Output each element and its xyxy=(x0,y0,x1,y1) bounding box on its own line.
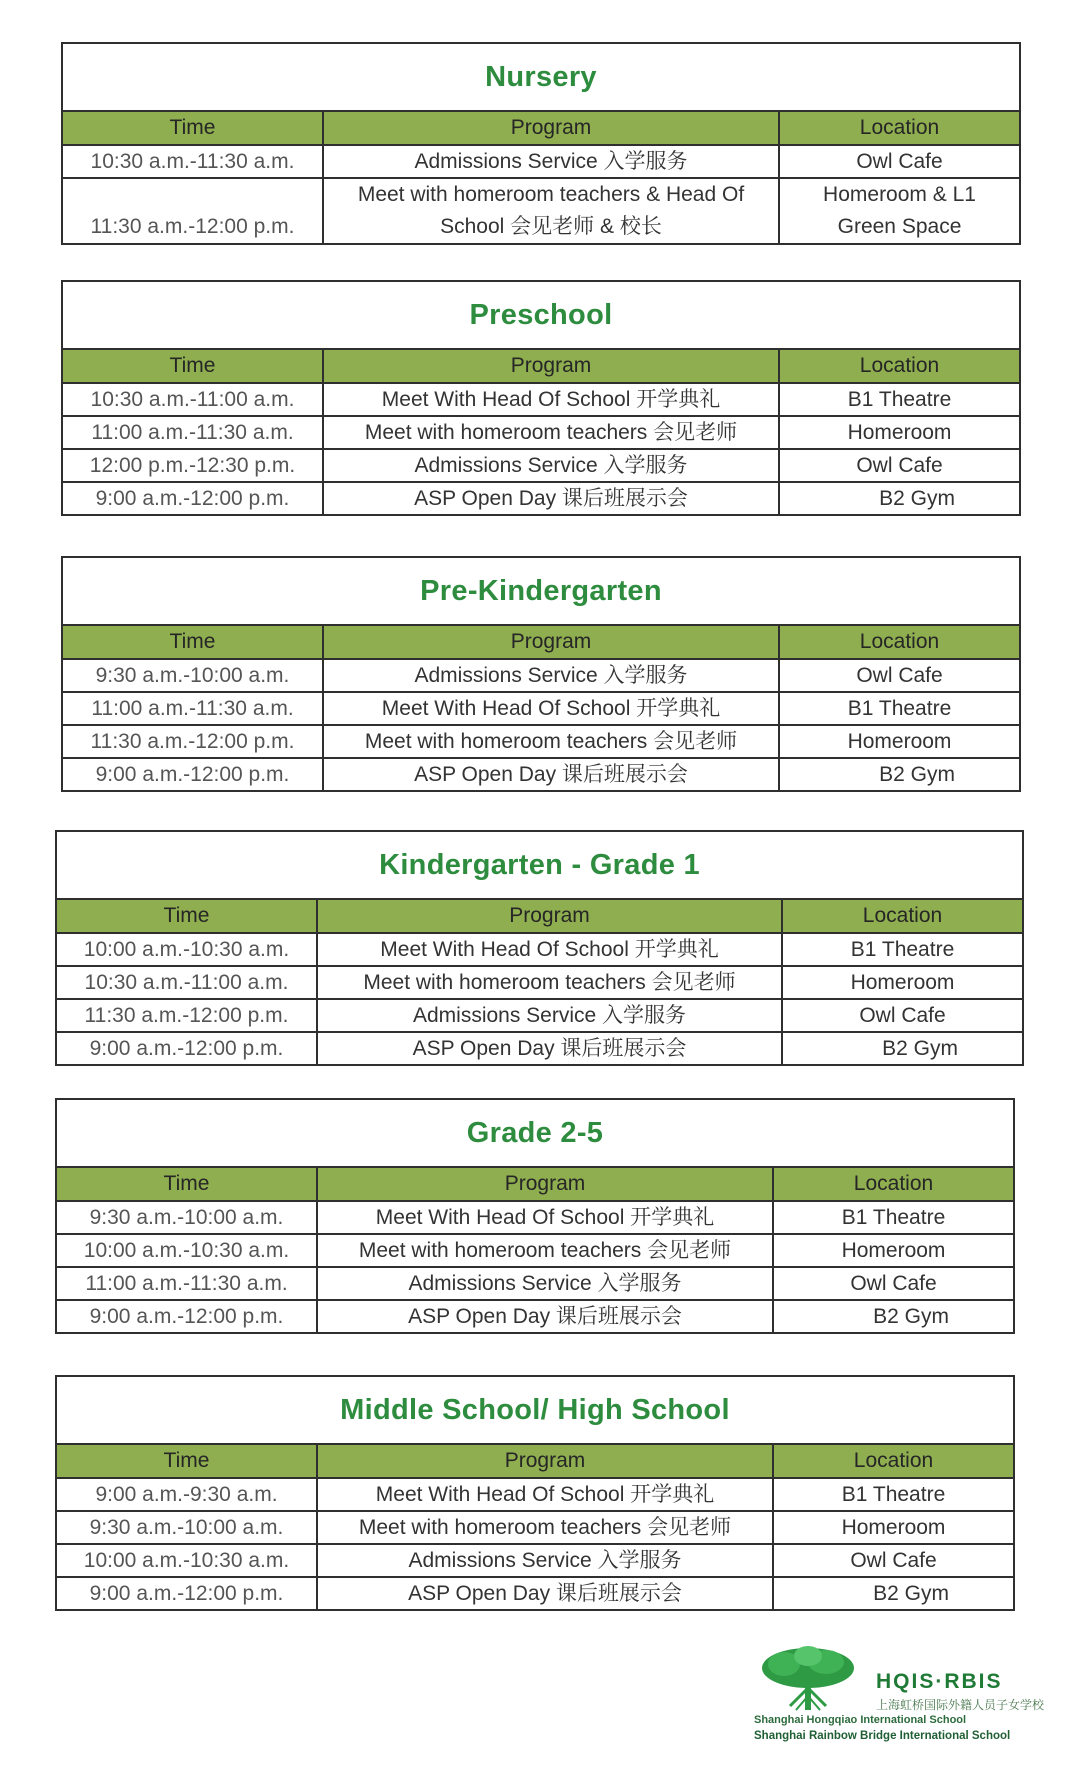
time-header: Time xyxy=(57,900,317,933)
logo-chinese-name: 上海虹桥国际外籍人员子女学校 xyxy=(876,1698,1045,1712)
table-row xyxy=(57,1032,1022,1064)
program-cell: Meet With Head Of School 开学典礼 xyxy=(317,1201,773,1234)
program-header: Program xyxy=(317,1168,773,1201)
header-row xyxy=(63,350,1019,383)
table-row xyxy=(57,1234,1013,1267)
location-cell: B2 Gym xyxy=(879,487,955,510)
program-header: Program xyxy=(323,350,779,383)
time-cell: 9:00 a.m.-9:30 a.m. xyxy=(57,1478,317,1511)
location-cell: B1 Theatre xyxy=(779,383,1019,416)
time-cell: 11:00 a.m.-11:30 a.m. xyxy=(63,416,323,449)
location-cell: B2 Gym xyxy=(873,1305,949,1328)
location-cell: B2 Gym xyxy=(882,1037,958,1060)
program-cell: Meet with homeroom teachers 会见老师 xyxy=(323,416,779,449)
time-cell: 9:00 a.m.-12:00 p.m. xyxy=(57,1032,317,1064)
table-row xyxy=(57,1201,1013,1234)
header-row xyxy=(63,112,1019,145)
program-cell: ASP Open Day 课后班展示会 xyxy=(323,482,779,514)
time-cell: 10:00 a.m.-10:30 a.m. xyxy=(57,1234,317,1267)
time-cell: 11:30 a.m.-12:00 p.m. xyxy=(63,178,323,243)
kindergarten-grade1-schedule xyxy=(55,830,1024,1066)
table-row xyxy=(57,999,1022,1032)
table-row xyxy=(63,659,1019,692)
time-cell: 10:00 a.m.-10:30 a.m. xyxy=(57,1544,317,1577)
section-title: Middle School/ High School xyxy=(57,1377,1013,1445)
header-row xyxy=(63,626,1019,659)
time-cell: 12:00 p.m.-12:30 p.m. xyxy=(63,449,323,482)
section-title: Pre-Kindergarten xyxy=(63,558,1019,626)
time-cell: 9:30 a.m.-10:00 a.m. xyxy=(57,1201,317,1234)
program-line: Meet with homeroom teachers & Head Of xyxy=(357,183,745,206)
time-cell: 9:00 a.m.-12:00 p.m. xyxy=(57,1300,317,1332)
program-cell: ASP Open Day 课后班展示会 xyxy=(323,758,779,790)
program-cell: Meet with homeroom teachers 会见老师 xyxy=(317,966,782,999)
program-cell: ASP Open Day 课后班展示会 xyxy=(317,1577,773,1609)
program-header: Program xyxy=(317,900,782,933)
time-header: Time xyxy=(63,350,323,383)
table-row xyxy=(63,725,1019,758)
location-cell: B1 Theatre xyxy=(773,1201,1013,1234)
time-cell: 9:30 a.m.-10:00 a.m. xyxy=(63,659,323,692)
time-cell: 11:30 a.m.-12:00 p.m. xyxy=(57,999,317,1032)
logo-brand-text: HQIS·RBIS xyxy=(876,1670,1003,1693)
program-cell: Admissions Service 入学服务 xyxy=(323,145,779,178)
table-row xyxy=(63,145,1019,178)
program-cell: Admissions Service 入学服务 xyxy=(323,659,779,692)
table-row xyxy=(63,383,1019,416)
location-cell: Owl Cafe xyxy=(779,659,1019,692)
program-cell: Admissions Service 入学服务 xyxy=(317,999,782,1032)
time-cell: 10:00 a.m.-10:30 a.m. xyxy=(57,933,317,966)
program-cell: Meet with homeroom teachers 会见老师 xyxy=(317,1511,773,1544)
location-cell: Owl Cafe xyxy=(773,1267,1013,1300)
header-row xyxy=(57,1168,1013,1201)
time-cell: 9:30 a.m.-10:00 a.m. xyxy=(57,1511,317,1544)
program-cell: ASP Open Day 课后班展示会 xyxy=(317,1032,782,1064)
time-header: Time xyxy=(57,1445,317,1478)
location-cell: Homeroom xyxy=(773,1234,1013,1267)
table-row xyxy=(63,449,1019,482)
program-header: Program xyxy=(323,112,779,145)
section-title: Nursery xyxy=(63,44,1019,112)
logo-english-name: Shanghai Hongqiao International School xyxy=(754,1714,967,1726)
program-cell: Admissions Service 入学服务 xyxy=(317,1267,773,1300)
location-header: Location xyxy=(779,350,1019,383)
table-row xyxy=(57,1511,1013,1544)
program-header: Program xyxy=(323,626,779,659)
program-cell: Admissions Service 入学服务 xyxy=(317,1544,773,1577)
grade2-5-schedule xyxy=(55,1098,1015,1334)
section-title: Preschool xyxy=(63,282,1019,350)
program-cell: Meet With Head Of School 开学典礼 xyxy=(323,692,779,725)
table-row xyxy=(63,758,1019,790)
time-header: Time xyxy=(63,112,323,145)
location-cell: B1 Theatre xyxy=(782,933,1022,966)
location-cell: Homeroom xyxy=(779,416,1019,449)
program-cell: Meet with homeroom teachers 会见老师 xyxy=(323,725,779,758)
nursery-schedule xyxy=(61,42,1021,245)
location-cell: Owl Cafe xyxy=(779,449,1019,482)
table-row xyxy=(57,1478,1013,1511)
logo-english-name-2: Shanghai Rainbow Bridge International School xyxy=(754,1730,1011,1742)
location-cell: B1 Theatre xyxy=(773,1478,1013,1511)
table-row xyxy=(63,692,1019,725)
section-title: Kindergarten - Grade 1 xyxy=(57,832,1022,900)
location-cell: B1 Theatre xyxy=(779,692,1019,725)
program-cell: Meet with homeroom teachers 会见老师 xyxy=(317,1234,773,1267)
program-cell: ASP Open Day 课后班展示会 xyxy=(317,1300,773,1332)
section-title: Grade 2-5 xyxy=(57,1100,1013,1168)
location-cell: Owl Cafe xyxy=(779,145,1019,178)
location-cell: B2 Gym xyxy=(873,1582,949,1605)
preschool-schedule xyxy=(61,280,1021,516)
location-cell: Homeroom xyxy=(779,725,1019,758)
location-header: Location xyxy=(773,1445,1013,1478)
schedule-table xyxy=(63,626,1019,790)
schedule-table xyxy=(63,350,1019,514)
table-row xyxy=(57,1267,1013,1300)
time-cell: 10:30 a.m.-11:00 a.m. xyxy=(63,383,323,416)
table-row xyxy=(57,1544,1013,1577)
time-cell: 11:30 a.m.-12:00 p.m. xyxy=(63,725,323,758)
location-cell xyxy=(779,178,1019,243)
location-header: Location xyxy=(773,1168,1013,1201)
middle-high-school-schedule xyxy=(55,1375,1015,1611)
location-line: Green Space xyxy=(837,215,962,238)
time-cell: 9:00 a.m.-12:00 p.m. xyxy=(57,1577,317,1609)
location-cell: Homeroom xyxy=(782,966,1022,999)
table-row xyxy=(57,966,1022,999)
program-header: Program xyxy=(317,1445,773,1478)
header-row xyxy=(57,1445,1013,1478)
location-line: Homeroom & L1 xyxy=(823,183,976,206)
schedule-table xyxy=(57,1445,1013,1609)
time-header: Time xyxy=(63,626,323,659)
location-cell: Homeroom xyxy=(773,1511,1013,1544)
location-header: Location xyxy=(782,900,1022,933)
schedule-table xyxy=(57,1168,1013,1332)
time-header: Time xyxy=(57,1168,317,1201)
schedule-table xyxy=(63,112,1019,243)
time-cell: 10:30 a.m.-11:00 a.m. xyxy=(57,966,317,999)
location-cell: B2 Gym xyxy=(879,763,955,786)
schedule-table xyxy=(57,900,1022,1064)
program-cell: Admissions Service 入学服务 xyxy=(323,449,779,482)
time-cell: 10:30 a.m.-11:30 a.m. xyxy=(63,145,323,178)
school-logo xyxy=(748,1640,1048,1750)
pre-kindergarten-schedule xyxy=(61,556,1021,792)
header-row xyxy=(57,900,1022,933)
program-cell xyxy=(323,178,779,243)
time-cell: 9:00 a.m.-12:00 p.m. xyxy=(63,758,323,790)
time-cell: 9:00 a.m.-12:00 p.m. xyxy=(63,482,323,514)
tree-logo-icon xyxy=(754,1640,862,1724)
table-row xyxy=(57,933,1022,966)
program-cell: Meet With Head Of School 开学典礼 xyxy=(317,933,782,966)
table-row xyxy=(63,178,1019,243)
location-header: Location xyxy=(779,112,1019,145)
program-line: School 会见老师 & 校长 xyxy=(440,215,662,238)
table-row xyxy=(57,1577,1013,1609)
location-cell: Owl Cafe xyxy=(773,1544,1013,1577)
location-header: Location xyxy=(779,626,1019,659)
program-cell: Meet With Head Of School 开学典礼 xyxy=(323,383,779,416)
time-cell: 11:00 a.m.-11:30 a.m. xyxy=(63,692,323,725)
table-row xyxy=(57,1300,1013,1332)
time-cell: 11:00 a.m.-11:30 a.m. xyxy=(57,1267,317,1300)
program-cell: Meet With Head Of School 开学典礼 xyxy=(317,1478,773,1511)
table-row xyxy=(63,416,1019,449)
location-cell: Owl Cafe xyxy=(782,999,1022,1032)
table-row xyxy=(63,482,1019,514)
